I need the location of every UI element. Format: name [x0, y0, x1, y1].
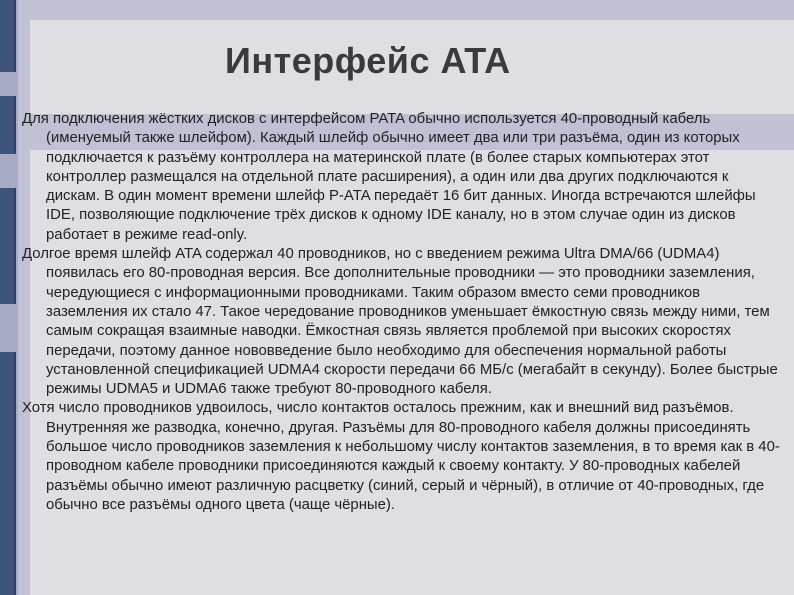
decorative-sidebar-bar	[0, 352, 16, 595]
paragraph-connectors: Хотя число проводников удвоилось, число контактов осталось прежним, как и внешний вид разъёмов. Внутренняя же разводка, конечно, другая. Разъёмы для 80-проводного кабеля должны присоединять большое число проводников заземления к небольшому числу контактов заземления, в то время как в 40-проводном кабеле проводники присоединяются каждый к своему контакту. У 80-проводных кабелей разъёмы обычно имеют различную расцветку (синий, серый и чёрный), в отличие от 40-проводных, где обычно все разъёмы одного цвета (чаще чёрные).	[22, 400, 780, 513]
paragraph-pata-cable: Для подключения жёстких дисков с интерфейсом PATA обычно используется 40-проводный кабель (именуемый также шлейфом). Каждый шлейф обычно имеет два или три разъёма, один из которых подключается к разъёму контроллера на материнской плате (в более старых компьютерах этот контроллер размещался на отдельной плате расширения), а один или два других подключаются к дискам. В один момент времени шлейф P-ATA передаёт 16 бит данных. Иногда встречаются шлейфы IDE, позволяющие подключение трёх дисков к одному IDE каналу, но в этом случае один из дисков работает в режиме read-only.	[22, 111, 756, 243]
decorative-sidebar-bar	[0, 188, 16, 304]
paragraph-80-wire-version: Долгое время шлейф ATA содержал 40 проводников, но с введением режима Ultra DMA/66 (UDMA4) появилась его 80-проводная версия. Все дополнительные проводники — это проводники заземления, чередующиеся с информационными проводниками. Таким образом вместо семи проводников заземления их стало 47. Такое чередование проводников уменьшает ёмкостную связь между ними, тем самым сокращая взаимные наводки. Ёмкостная связь является проблемой при высоких скоростях передачи, поэтому данное нововведение было необходимо для обеспечения нормальной работы установленной спецификацией UDMA4 скорости передачи 66 МБ/с (мегабайт в секунду). Более быстрые режимы UDMA5 и UDMA6 также требуют 80-проводного кабеля.	[22, 246, 778, 398]
slide-body	[22, 110, 782, 515]
slide-title: Интерфейс ATA	[225, 40, 511, 81]
decorative-sidebar-bar	[0, 96, 16, 154]
decorative-sidebar-bar	[0, 0, 16, 72]
